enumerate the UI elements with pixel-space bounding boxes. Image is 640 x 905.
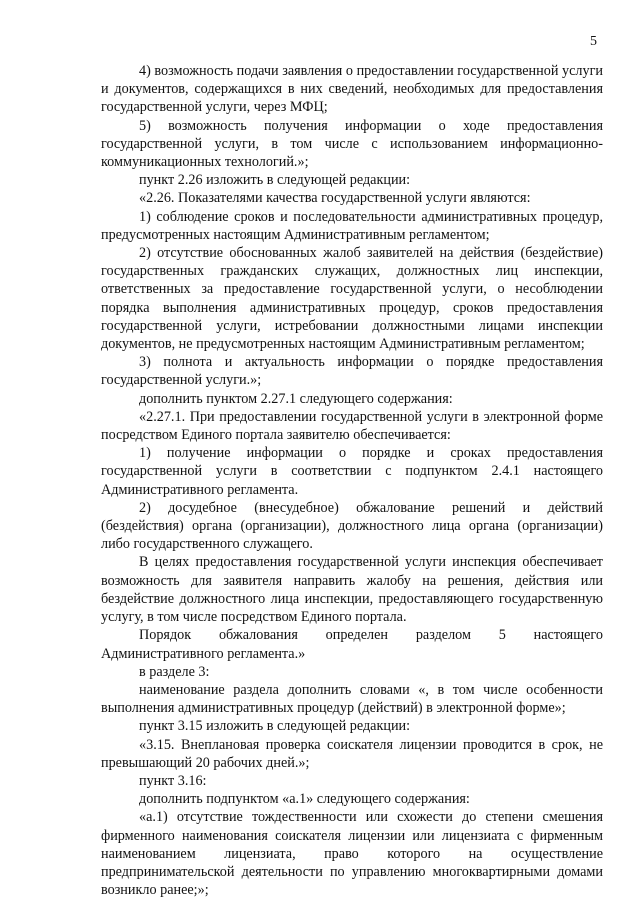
page-number: 5 — [590, 34, 597, 49]
paragraph-item-4: 4) возможность подачи заявления о предоставлении государственной услуги и документов, содержащихся в них сведений, необходимых для предоставления государственной услуги, через МФЦ; — [101, 63, 603, 116]
paragraph-2-27-1-heading: «2.27.1. При предоставлении государственной услуги в электронной форме посредством Единого портала заявителю обеспечивается: — [101, 408, 603, 444]
paragraph-instruction-a1: дополнить подпунктом «а.1» следующего содержания: — [139, 791, 470, 808]
paragraph-instruction-2-27-1: дополнить пунктом 2.27.1 следующего содержания: — [139, 390, 453, 407]
paragraph-item-5: 5) возможность получения информации о ходе предоставления государственной услуги, в том числе с использованием информационно-коммуникационных технологий.»; — [101, 117, 603, 171]
paragraph-2-26-item-1: 1) соблюдение сроков и последовательности административных процедур, предусмотренных настоящим Административным регламентом; — [101, 208, 603, 243]
paragraph-section-title: наименование раздела дополнить словами «, в том числе особенности выполнения административных процедур (действий) в электронной форме»; — [101, 681, 603, 717]
document-body — [101, 62, 603, 899]
paragraph-3-15: «3.15. Внеплановая проверка соискателя лицензии проводится в срок, не превышающий 20 рабочих дней.»; — [101, 736, 603, 771]
paragraph-3-16: пункт 3.16: — [139, 772, 207, 789]
paragraph-2-27-1-item-1: 1) получение информации о порядке и сроках предоставления государственной услуги в соответствии с подпунктом 2.4.1 настоящего Административного регламента. — [101, 445, 603, 498]
paragraph-complaint: В целях предоставления государственной услуги инспекция обеспечивает возможность для заявителя направить жалобу на решения, действия или бездействие должностного лица инспекции, предоставляющего государственную услугу, в том числе посредством Единого портала. — [101, 554, 603, 626]
paragraph-instruction-2-26: пункт 2.26 изложить в следующей редакции: — [139, 172, 411, 189]
paragraph-2-26-item-2: 2) отсутствие обоснованных жалоб заявителей на действия (бездействие) государственных гражданских служащих, должностных лиц инспекции, ответственных за предоставление государственной услуги, о несоблюдении порядка выполнения административных процедур, сроков предоставления государственной услуги, истребовании должностными лицами инспекции документов, не предусмотренных настоящим Административным регламентом; — [101, 245, 603, 353]
paragraph-section-3: в разделе 3: — [139, 663, 210, 680]
paragraph-2-27-1-item-2: 2) досудебное (внесудебное) обжалование решений и действий (бездействия) органа (организации), должностного лица органа (организации) либо государственного служащего. — [101, 499, 603, 553]
paragraph-2-26-item-3: 3) полнота и актуальность информации о порядке предоставления государственной услуги.»; — [101, 354, 603, 389]
paragraph-a1: «а.1) отсутствие тождественности или схожести до степени смешения фирменного наименования соискателя лицензии или лицензиата с фирменным наименованием лицензиата, право которого на осуществление предпринимательской деятельности по управлению многоквартирными домами возникло ранее;»; — [101, 809, 603, 899]
paragraph-appeal-order: Порядок обжалования определен разделом 5 настоящего Административного регламента.» — [101, 627, 603, 662]
paragraph-instruction-3-15: пункт 3.15 изложить в следующей редакции: — [139, 718, 411, 735]
paragraph-2-26-heading: «2.26. Показателями качества государственной услуги являются: — [139, 190, 531, 207]
